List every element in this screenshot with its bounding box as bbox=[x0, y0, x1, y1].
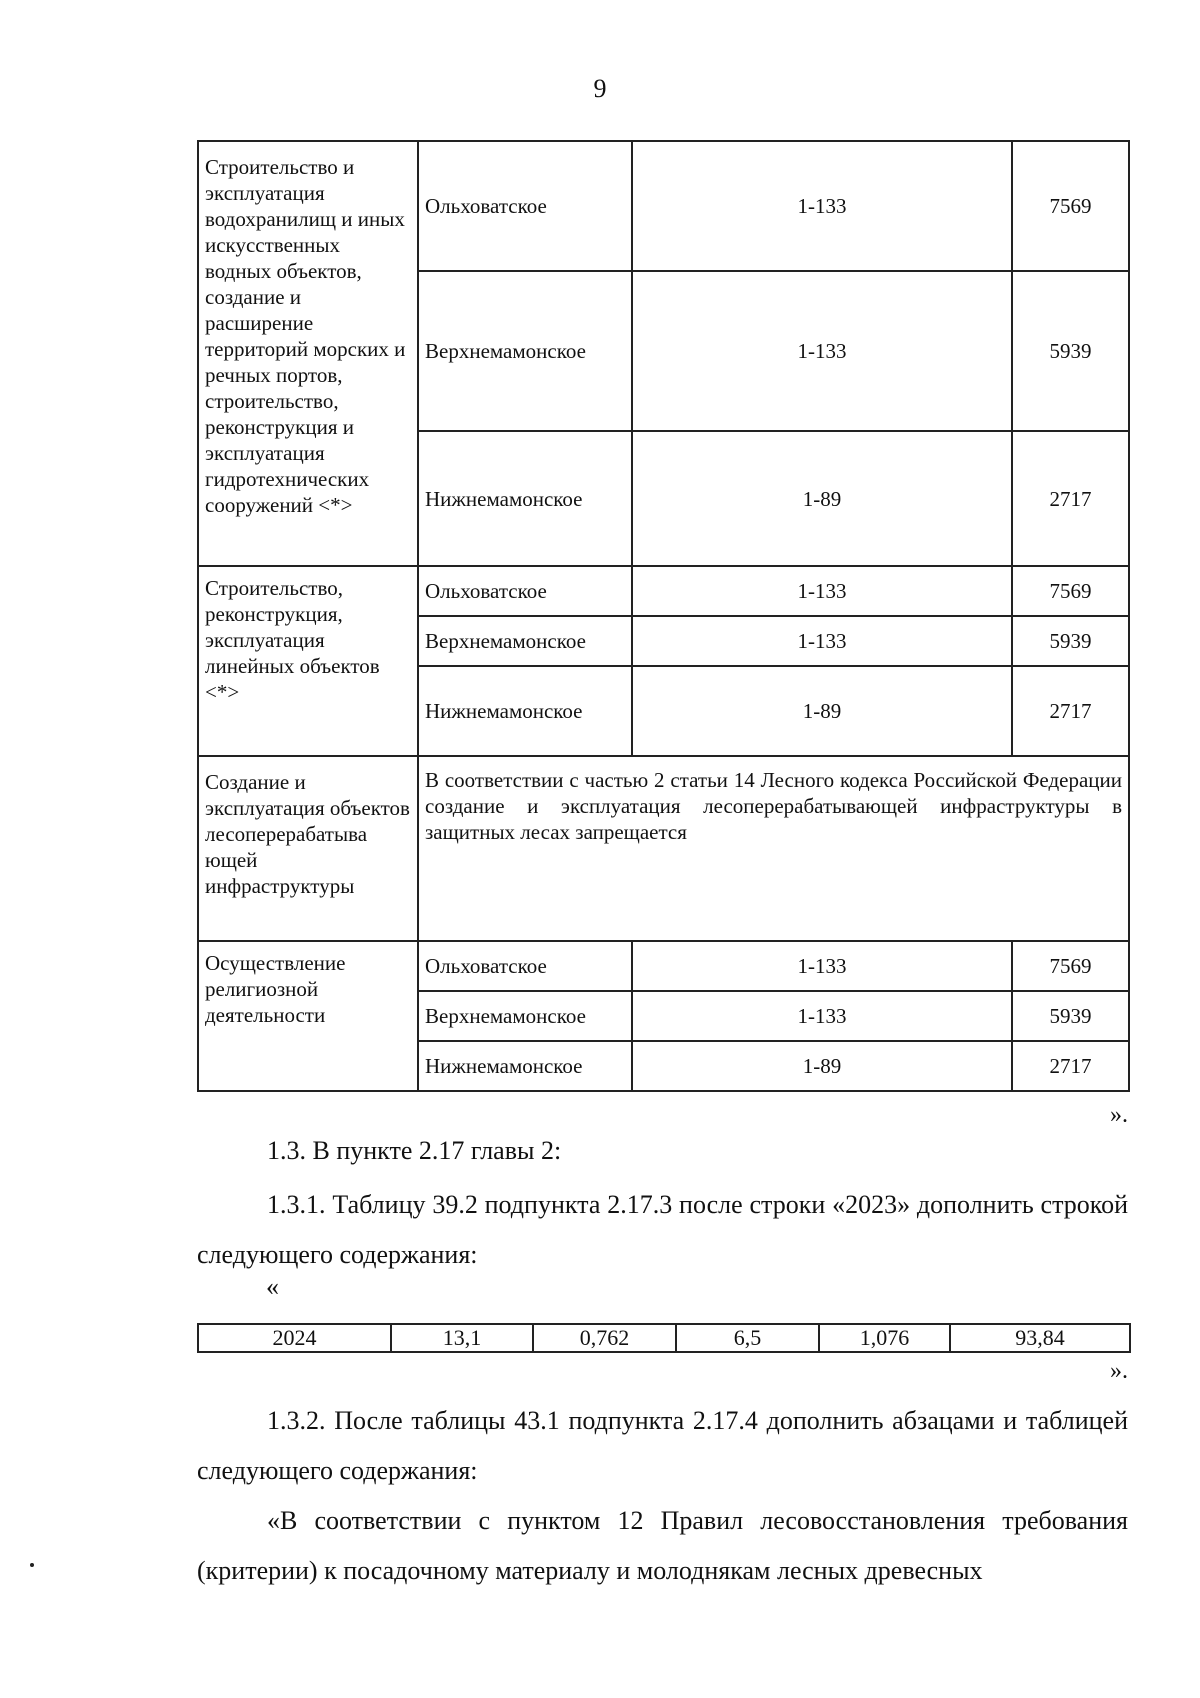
area-cell: 7569 bbox=[1012, 941, 1129, 991]
activity-cell: Строительство и эксплуатация водохранилищ и иных искусственных водных объектов, создание и расширение территорий морских и речных портов, строительство, реконструкция и эксплуатация гидротехнических сооружений <*> bbox=[198, 141, 418, 566]
area-cell: 7569 bbox=[1012, 141, 1129, 271]
forestry-cell: Верхнемамонское bbox=[418, 616, 632, 666]
area-cell: 7569 bbox=[1012, 566, 1129, 616]
area-cell: 2717 bbox=[1012, 431, 1129, 566]
area-cell: 2717 bbox=[1012, 666, 1129, 756]
quarters-cell: 1-133 bbox=[632, 616, 1012, 666]
quarters-cell: 1-133 bbox=[632, 991, 1012, 1041]
forestry-cell: Верхнемамонское bbox=[418, 991, 632, 1041]
closing-quote: ». bbox=[1110, 1102, 1128, 1128]
table-row bbox=[198, 1324, 1130, 1352]
scan-speck bbox=[30, 1563, 34, 1567]
forestry-cell: Нижнемамонское bbox=[418, 666, 632, 756]
quarters-cell: 1-89 bbox=[632, 431, 1012, 566]
forest-use-table bbox=[197, 140, 1130, 1092]
quarters-cell: 1-133 bbox=[632, 141, 1012, 271]
closing-quote: ». bbox=[1110, 1358, 1128, 1384]
section-1-3-1: 1.3.1. Таблицу 39.2 подпункта 2.17.3 после строки «2023» дополнить строкой следующего содержания: bbox=[197, 1190, 1128, 1269]
prohibition-note: В соответствии с частью 2 статьи 14 Лесного кодекса Российской Федерации создание и эксплуатация лесоперерабатывающей инфраструктуры в защитных лесах запрещается bbox=[418, 756, 1129, 941]
area-cell: 5939 bbox=[1012, 271, 1129, 431]
quarters-cell: 1-133 bbox=[632, 566, 1012, 616]
quarters-cell: 1-133 bbox=[632, 941, 1012, 991]
table-row bbox=[198, 756, 1129, 941]
inserted-row-table bbox=[197, 1323, 1131, 1353]
area-cell: 5939 bbox=[1012, 991, 1129, 1041]
forestry-cell: Ольховатское bbox=[418, 941, 632, 991]
value-cell: 0,762 bbox=[533, 1324, 676, 1352]
table-row bbox=[198, 566, 1129, 616]
section-1-3-2: 1.3.2. После таблицы 43.1 подпункта 2.17.4 дополнить абзацами и таблицей следующего содержания: bbox=[197, 1406, 1128, 1485]
forestry-cell: Нижнемамонское bbox=[418, 431, 632, 566]
section-1-3: 1.3. В пункте 2.17 главы 2: bbox=[267, 1136, 562, 1165]
quarters-cell: 1-89 bbox=[632, 666, 1012, 756]
year-cell: 2024 bbox=[198, 1324, 391, 1352]
value-cell: 93,84 bbox=[950, 1324, 1130, 1352]
forestry-cell: Ольховатское bbox=[418, 566, 632, 616]
page-number: 9 bbox=[593, 74, 607, 103]
value-cell: 1,076 bbox=[819, 1324, 950, 1352]
forestry-cell: Нижнемамонское bbox=[418, 1041, 632, 1091]
table-row bbox=[198, 941, 1129, 991]
value-cell: 6,5 bbox=[676, 1324, 819, 1352]
forestry-cell: Ольховатское bbox=[418, 141, 632, 271]
area-cell: 5939 bbox=[1012, 616, 1129, 666]
activity-cell: Осуществление религиозной деятельности bbox=[198, 941, 418, 1091]
area-cell: 2717 bbox=[1012, 1041, 1129, 1091]
final-paragraph: «В соответствии с пунктом 12 Правил лесовосстановления требования (критерии) к посадочному материалу и молоднякам лесных древесных bbox=[197, 1506, 1128, 1585]
opening-quote: « bbox=[266, 1272, 279, 1301]
quarters-cell: 1-133 bbox=[632, 271, 1012, 431]
table-row bbox=[198, 141, 1129, 271]
forestry-cell: Верхнемамонское bbox=[418, 271, 632, 431]
quarters-cell: 1-89 bbox=[632, 1041, 1012, 1091]
activity-cell: Создание и эксплуатация объектов лесоперерабатыва ющей инфраструктуры bbox=[198, 756, 418, 941]
value-cell: 13,1 bbox=[391, 1324, 533, 1352]
activity-cell: Строительство, реконструкция, эксплуатация линейных объектов <*> bbox=[198, 566, 418, 756]
